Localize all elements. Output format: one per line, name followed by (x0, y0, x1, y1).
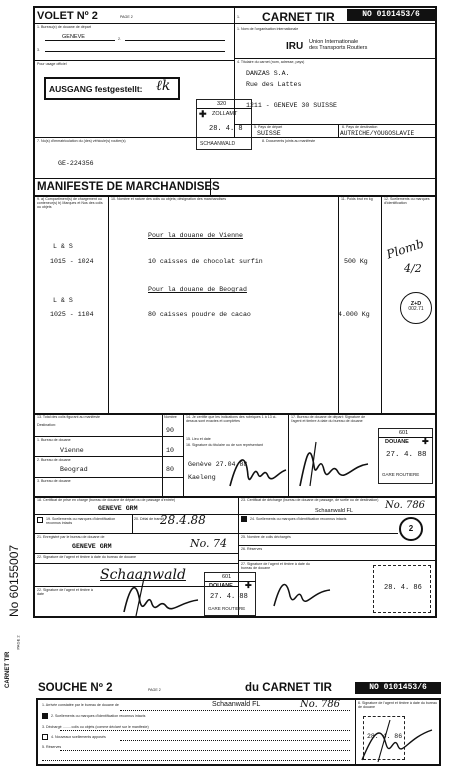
box8-label: 8. Documents joints au manifeste (262, 139, 316, 143)
box18-value: GENEVE GRM (98, 505, 138, 512)
holder-line-3: 1211 - GENEVE 30 SUISSE (246, 102, 338, 109)
section1-header: Pour la douane de Vienne (148, 232, 243, 239)
holder-line-1: DANZAS S.A. (246, 70, 290, 77)
box6-label: 6. Pays de destination (342, 125, 378, 129)
souche-stamp: 28. 4. 86 (363, 716, 405, 760)
side-label: CARNET TIR (5, 651, 11, 688)
box24-label: 24. Scellements ou marques d'identification reconnus intacts (250, 517, 347, 521)
box16-label: 16. Signature du titulaire ou de son représentant (186, 443, 263, 447)
dest2-office: Beograd (60, 466, 88, 473)
box6-value: AUTRICHE/YOUGOSLAVIE (340, 130, 415, 137)
zollamt-stamp: 320 ✚ ZOLLAMT 28. 4. 8 SCHAANWALD (196, 99, 252, 150)
box23-label: 23. Certificat de décharge (bureau de douane de passage, de sortie ou de destination) (241, 498, 379, 502)
volet-page-label: PAGE 2 (120, 15, 133, 19)
box13-label: 13. Total des colis figurant au manifeste (37, 415, 101, 419)
box15-label: 15. Lieu et date (186, 437, 211, 441)
souche-du-carnet: du CARNET TIR (245, 682, 332, 694)
dest1-count: 10 (166, 447, 174, 454)
carnet-number: NO 0101453/6 (347, 9, 435, 21)
dest1-office: Vienne (60, 447, 84, 454)
signer-name: Kaeleng (188, 474, 216, 481)
place-date: Genève 27.04.88 (188, 461, 248, 468)
souche-line1-value: Schaanwald FL (212, 701, 261, 708)
item1-description: 10 caisses de chocolat surfin (148, 258, 263, 265)
iru-logo: IRU (286, 41, 304, 52)
dest2-count: 80 (166, 466, 174, 473)
manifest-title: MANIFESTE DE MARCHANDISES (37, 181, 220, 193)
entry-signature (120, 576, 200, 620)
total-count: 90 (166, 427, 174, 434)
holder-line-2: Rue des Lattes (246, 81, 302, 88)
souche-line5-label: 5. Réserves (42, 745, 62, 749)
souche-signature (360, 716, 434, 764)
registration-number: GE-224356 (58, 160, 94, 167)
side-page: PAGE 2 (15, 635, 21, 650)
box1-label: 1. Bureau(x) de douane de départ (37, 25, 91, 29)
schaanwald-signature: Schaanwald (100, 567, 186, 583)
iru-line1: Union Internationale (309, 39, 359, 45)
box26-label: 26. Réserves (241, 547, 263, 551)
seal-count: 4/2 (404, 262, 422, 275)
carnet-title: CARNET TIR (262, 10, 335, 24)
souche-line1-ref: No. 786 (300, 699, 341, 710)
box5-label: 5. Pays de départ (254, 125, 283, 129)
box21-value: GENEVE GRM (72, 543, 112, 550)
box5-value: SUISSE (257, 130, 281, 137)
holder-signature (228, 446, 288, 492)
box18-label: 18. Certificat de prise en charge (bureau de douane de départ ou de passage d'entrée) (37, 498, 176, 502)
box19-checkbox[interactable] (37, 517, 43, 523)
box27-label: 27. Signature de l'agent et timbre à date du bureau de douane (241, 562, 310, 570)
item1-weight: 500 Kg (344, 258, 368, 265)
seal-stamp: Z+D 002.71 (400, 292, 432, 324)
box14-label: 14. Je certifie que les indications des rubriques 1 à 13 ci-dessus sont exactes et complètes (186, 415, 277, 423)
item2-numbers: 1025 - 1104 (50, 311, 94, 318)
item2-marks: L & S (53, 297, 73, 304)
section2-header: Pour la douane de Beograd (148, 286, 247, 293)
iru-box-label: 1. Nom de l'organisation internationale (237, 27, 299, 31)
box17-label: 17. Bureau de douane de départ: Signature de l'agent et timbre à date du bureau de douane (291, 415, 366, 423)
iru-line2: des Transports Routiers (309, 45, 368, 51)
gare-stamp: 601 DOUANE ✚ 27. 4. 88 GARE ROUTIERE (204, 572, 256, 616)
box7-label: 7. No(s) d'immatriculation du (des) véhicule(s) routier(s) (37, 139, 126, 143)
item1-marks: L & S (53, 243, 73, 250)
box23-value: Schaanwald FL (315, 508, 353, 514)
ausgang-signature: ℓk (156, 78, 171, 94)
item1-numbers: 1015 - 1024 (50, 258, 94, 265)
box22-label: 22. Signature de l'agent et timbre à date du bureau de douane (37, 555, 136, 559)
box20-value: 28.4.88 (160, 513, 206, 527)
souche-line3-label: 3. Déchargé ........ colis ou objets (comme déclaré sur le manifeste) (42, 725, 149, 729)
exit-signature (272, 572, 332, 612)
col10-label: 10. Nombre et nature des colis ou objets; désignation des marchandises (111, 197, 227, 201)
ausgang-text: AUSGANG festgestellt: (49, 84, 143, 94)
item2-description: 80 caisses poudre de cacao (148, 311, 251, 318)
souche-carnet-number: NO 0101453/6 (355, 682, 441, 694)
souche-line4-label: 4. Nouveaux scellements apposés (51, 735, 106, 739)
box1-value: GENEVE (62, 34, 85, 40)
box13-count-label: Nombre (164, 415, 177, 419)
box20-label: 20. Délai de transit (134, 517, 164, 521)
departure-stamp: 601 DOUANE ✚ 27. 4. 88 GARE ROUTIERE (378, 428, 433, 484)
item2-weight: 4.000 Kg (338, 311, 370, 318)
col9-label: 9. a) Compartiment(s) de chargement ou conteneur(s) b) Marques et Nos des colis ou objets (37, 197, 103, 209)
side-number: No 60155007 (7, 544, 21, 617)
seal-note: Plomb (384, 236, 426, 262)
souche-box6-label: 6. Signature de l'agent et timbre à date du bureau de douane (358, 701, 438, 709)
official-use-label: Pour usage officiel (37, 62, 67, 66)
souche-title: SOUCHE Nº 2 (38, 682, 113, 694)
box25-label: 25. Nombre de colis déchargés (241, 535, 291, 539)
souche-line4-checkbox[interactable] (42, 734, 48, 740)
holder-label: 4. Titulaire du carnet (nom, adresse, pays) (237, 60, 305, 64)
box19-label: 19. Scellements ou marques d'identification reconnus intacts (46, 517, 116, 525)
box23-ref: No. 786 (385, 500, 426, 511)
souche-line2-label: 2. Scellements ou marques d'identification reconnus intacts (51, 714, 146, 718)
box24-badge: 2 (399, 517, 423, 541)
exit-stamp: 28. 4. 86 (373, 565, 431, 613)
souche-line1-label: 1. Arrivée constatée par le bureau de douane de (42, 703, 119, 707)
departure-signature (296, 436, 372, 492)
col12-label: 12. Scellements ou marques d'identification (384, 197, 430, 205)
souche-page-label: PAGE 2 (148, 688, 161, 692)
box21-label: 21. Enregistré par le bureau de douane de (37, 535, 105, 539)
box21-number: No. 74 (190, 537, 228, 550)
col11-label: 11. Poids brut en kg (341, 197, 373, 201)
volet-title: VOLET Nº 2 (37, 10, 98, 22)
